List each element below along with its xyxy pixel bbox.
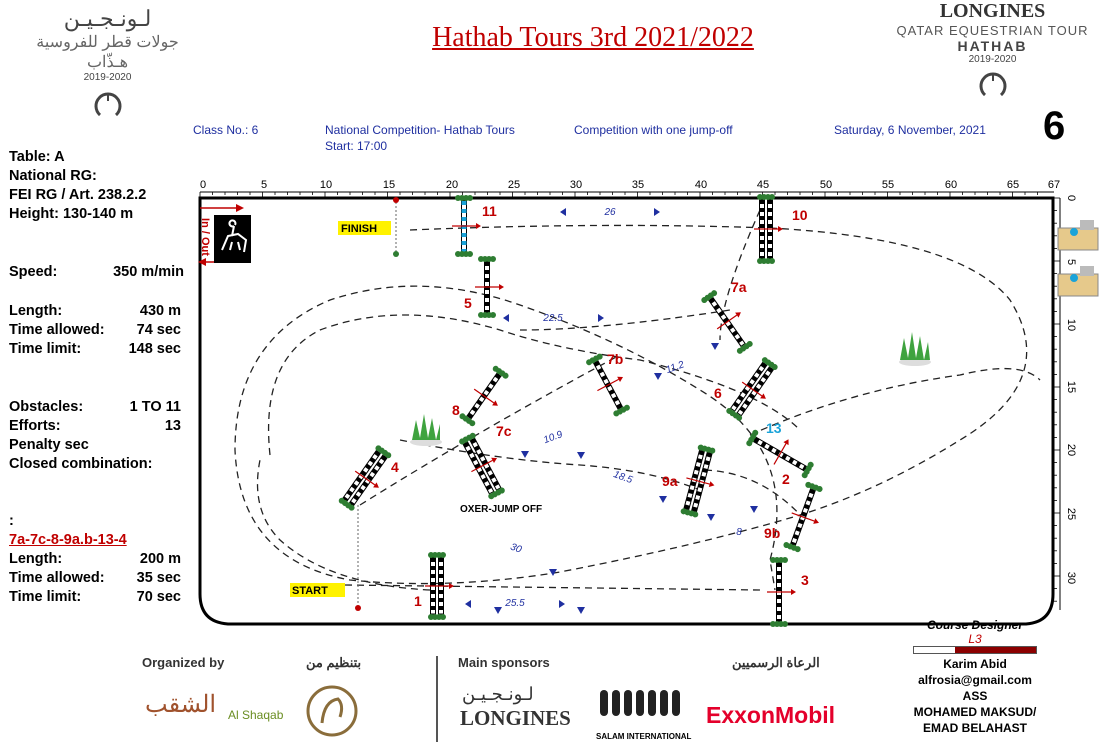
obstacle-label-4: 4 [391, 459, 399, 475]
pole-stripe [431, 598, 436, 602]
designer-title: Course Designer [926, 618, 1024, 632]
main-sponsors-label: Main sponsors [458, 655, 550, 670]
fence-2 [780, 480, 831, 556]
x-tick-label: 5 [260, 179, 268, 191]
y-tick-label: 5 [1065, 258, 1077, 266]
course-direction-marker [577, 607, 585, 614]
arrow-head [476, 223, 481, 229]
pole-stripe [768, 208, 773, 212]
designer-level-bar [913, 646, 1037, 654]
x-tick-label: 15 [382, 179, 396, 191]
y-tick-label: 20 [1065, 443, 1077, 457]
y-tick-label: 15 [1065, 380, 1077, 394]
distance-label: 8 [736, 527, 742, 538]
pole-stripe [777, 571, 782, 575]
arrow-head [791, 589, 796, 595]
x-tick-label: 50 [819, 179, 833, 191]
arrow-head [492, 400, 500, 408]
pole-stripe [485, 262, 490, 266]
distance-arrow-right [559, 600, 565, 608]
pole-stripe [777, 595, 782, 599]
x-tick-label: 35 [631, 179, 645, 191]
obstacle-label-9b: 9b [764, 525, 781, 541]
jo-time-allowed-value: 35 sec [136, 570, 181, 586]
distance-arrow-right [654, 208, 660, 216]
distance-arrows [465, 207, 758, 614]
competition-date: Saturday, 6 November, 2021 [834, 123, 986, 137]
pole-stripe [768, 200, 773, 204]
closed-combination: Closed combination: [9, 456, 153, 472]
pole-stripe [760, 216, 765, 220]
obstacle-label-13: 13 [766, 420, 782, 436]
height-info: Height: 130-140 m [9, 206, 134, 222]
pole-stripe [777, 611, 782, 615]
arrow-head [813, 518, 820, 525]
arrow-head [373, 482, 381, 490]
distance-arrow-left [503, 314, 509, 322]
organized-by-label: Organized by [142, 655, 225, 670]
logo-en-line3: HATHAB [957, 38, 1028, 54]
colon-label: : [9, 513, 14, 529]
pole-stripe [768, 216, 773, 220]
arrow-head [709, 481, 715, 488]
wing-bush [782, 621, 788, 627]
pole-stripe [777, 579, 782, 583]
logo-en-line1: LONGINES [939, 0, 1046, 22]
fences [335, 194, 831, 627]
pole-stripe [768, 232, 773, 236]
jumpoff-sequence: 7a-7c-8-9a.b-13-4 [9, 532, 127, 548]
distance-label: 26 [604, 207, 616, 218]
oxer-jump-off-note: OXER-JUMP OFF [460, 504, 543, 515]
in-out-label: In / Out [199, 218, 211, 256]
course-direction-marker [577, 452, 585, 459]
x-tick-label: 60 [944, 179, 958, 191]
pole-stripe [431, 558, 436, 562]
obstacle-label-7c: 7c [496, 423, 512, 439]
x-tick-label: 25 [507, 179, 521, 191]
finish-flag [393, 251, 399, 257]
fence-11 [452, 195, 481, 257]
time-allowed-label: Time allowed: [9, 322, 105, 338]
start-time: Start: 17:00 [325, 139, 388, 153]
fence-7a [698, 284, 761, 356]
arrow-head [449, 583, 454, 589]
jo-time-allowed-label: Time allowed: [9, 570, 105, 586]
distance-arrow-left [465, 600, 471, 608]
wing-bush [769, 194, 775, 200]
fence-4 [335, 442, 399, 516]
national-rg: National RG: [9, 168, 97, 184]
pole-stripe [485, 302, 490, 306]
longines-ar-footer: لـونـجـيـن [462, 684, 534, 704]
y-tick-label: 30 [1065, 571, 1077, 585]
pole-stripe [485, 294, 490, 298]
pole-stripe [439, 598, 444, 602]
pole-stripe [777, 563, 782, 567]
jo-time-limit-value: 70 sec [136, 589, 181, 605]
pole-stripe [462, 209, 467, 213]
fence-direction-arrow [686, 478, 709, 484]
course-direction-marker [711, 343, 719, 350]
assistant-name-1: MOHAMED MAKSUD/ [913, 705, 1037, 719]
fence-5 [475, 256, 504, 318]
course-direction-marker [750, 506, 758, 513]
course-direction-marker [494, 607, 502, 614]
distance-label: 10.9 [542, 429, 565, 447]
assistant-label: ASS [962, 689, 988, 703]
x-tick-label: 67 [1047, 179, 1061, 191]
pole-stripe [760, 248, 765, 252]
x-tick-label: 10 [319, 179, 333, 191]
al-shaqab-ar-logo: الشقب [145, 690, 217, 718]
fence-9a [677, 443, 724, 520]
x-tick-label: 0 [199, 179, 207, 191]
logo-ar-line2: جولات قطر للفروسية [36, 34, 179, 51]
fence-10 [754, 194, 783, 264]
pole-stripe [431, 606, 436, 610]
start-label: START [292, 585, 328, 597]
time-allowed-value: 74 sec [136, 322, 181, 338]
pole-stripe [431, 590, 436, 594]
organized-by-ar: بتنظيم من [306, 655, 362, 670]
course-designer-block [905, 618, 1045, 736]
pole-stripe [768, 240, 773, 244]
y-tick-label: 25 [1065, 507, 1077, 521]
arrow-head [778, 226, 783, 232]
pole-stripe [768, 224, 773, 228]
distance-label: 11.2 [664, 359, 686, 377]
fei-rg: FEI RG / Art. 238.2.2 [9, 187, 147, 203]
designer-name: Karim Abid [943, 657, 1007, 671]
obstacle-label-3: 3 [801, 572, 809, 588]
arrow-head [783, 438, 791, 445]
logo-ar-line3: هـذّاب [86, 54, 129, 71]
efforts-label: Efforts: [9, 418, 61, 434]
distance-label: 18.5 [611, 469, 634, 487]
jo-length-value: 200 m [139, 551, 181, 567]
pole-stripe [462, 201, 467, 205]
x-tick-label: 55 [881, 179, 895, 191]
x-tick-label: 45 [756, 179, 770, 191]
assistant-name-2: EMAD BELAHAST [923, 721, 1027, 735]
pole-stripe [431, 574, 436, 578]
x-tick-label: 65 [1006, 179, 1020, 191]
wing-bush [440, 614, 446, 620]
logo-ar-line1: لـونـجـيـن [63, 6, 152, 31]
fence-8 [456, 363, 516, 432]
distance-label: 25.5 [505, 598, 525, 609]
x-tick-label: 20 [445, 179, 459, 191]
obstacle-label-8: 8 [452, 402, 460, 418]
salam-logo-icon [598, 686, 686, 720]
length-label: Length: [9, 303, 63, 319]
pole-stripe [760, 208, 765, 212]
pole-stripe [760, 232, 765, 236]
pole-stripe [768, 248, 773, 252]
longines-footer-logo: LONGINES [460, 706, 571, 730]
wing-bush [490, 256, 496, 262]
pole-stripe [777, 587, 782, 591]
finish-flag [393, 197, 399, 203]
pole-stripe [431, 566, 436, 570]
course-path [235, 210, 1040, 590]
x-tick-label: 30 [569, 179, 583, 191]
obstacle-label-7b: 7b [607, 351, 624, 367]
pole-stripe [439, 606, 444, 610]
jo-length-label: Length: [9, 551, 63, 567]
obstacle-label-9a: 9a [662, 473, 678, 489]
wing-bush [769, 258, 775, 264]
obstacle-label-1: 1 [414, 593, 422, 609]
page-title: Hathab Tours 3rd 2021/2022 [432, 22, 754, 53]
distance-arrow-left [560, 208, 566, 216]
fence-7c [455, 428, 513, 502]
obstacle-label-7a: 7a [731, 279, 747, 295]
y-tick-label: 0 [1065, 194, 1077, 202]
obstacle-label-2: 2 [782, 471, 790, 487]
salam-label: SALAM INTERNATIONAL [596, 732, 692, 741]
course-direction-marker [654, 373, 662, 380]
table-label: Table: A [9, 149, 65, 165]
wing-bush [440, 552, 446, 558]
competition-type: Competition with one jump-off [574, 123, 733, 137]
designer-level: L3 [968, 632, 982, 646]
speed-value: 350 m/min [113, 264, 184, 280]
footer-divider [436, 656, 438, 742]
efforts-value: 13 [164, 418, 181, 434]
pole-stripe [485, 278, 490, 282]
pole-stripe [462, 233, 467, 237]
sponsors-ar: الرعاة الرسميين [732, 655, 820, 670]
pole-stripe [777, 603, 782, 607]
class-no: Class No.: 6 [193, 123, 259, 137]
exxonmobil-logo: ExxonMobil [706, 702, 836, 728]
pole-stripe [439, 574, 444, 578]
wing-bush [467, 195, 473, 201]
pole-stripe [760, 224, 765, 228]
logo-en-years: 2019-2020 [968, 54, 1017, 65]
length-value: 430 m [139, 303, 181, 319]
pole-stripe [485, 270, 490, 274]
fence-6 [723, 354, 786, 426]
finish-label: FINISH [341, 223, 378, 235]
wing-bush [467, 251, 473, 257]
penalty-label: Penalty sec [9, 437, 89, 453]
time-limit-label: Time limit: [9, 341, 82, 357]
distance-label: 30 [508, 541, 523, 556]
competition-name: National Competition- Hathab Tours [325, 123, 515, 137]
obstacles-label: Obstacles: [9, 399, 84, 415]
arrow-head [760, 393, 768, 401]
fence-1 [425, 552, 454, 620]
pole-stripe [462, 217, 467, 221]
logo-en-line2: QATAR EQUESTRIAN TOUR [896, 23, 1089, 38]
arrow-head [617, 374, 624, 382]
start-flag [355, 605, 361, 611]
course-direction-marker [659, 496, 667, 503]
pole-stripe [462, 241, 467, 245]
course-direction-marker [707, 514, 715, 521]
x-tick-label: 40 [694, 179, 708, 191]
obstacles-value: 1 TO 11 [129, 399, 181, 415]
qatar-equestrian-federation-logo [302, 683, 362, 741]
al-shaqab-logo: Al Shaqab [228, 708, 284, 722]
pole-stripe [439, 558, 444, 562]
grass-icon [899, 332, 931, 366]
speed-label: Speed: [9, 264, 58, 280]
pole-stripe [760, 240, 765, 244]
pole-stripe [439, 590, 444, 594]
arena-border [200, 198, 1053, 624]
designer-email: alfrosia@gmail.com [918, 673, 1032, 687]
jo-time-limit-label: Time limit: [9, 589, 82, 605]
pole-stripe [760, 200, 765, 204]
time-limit-value: 148 sec [128, 341, 181, 357]
logo-ar-years: 2019-2020 [83, 72, 132, 83]
ruler [200, 179, 1077, 610]
obstacle-label-5: 5 [464, 295, 472, 311]
class-number-big: 6 [1043, 104, 1066, 148]
arrow-head [735, 310, 743, 318]
y-tick-label: 10 [1065, 318, 1077, 332]
grass-icon [410, 414, 442, 446]
course-direction-marker [521, 451, 529, 458]
obstacle-label-11: 11 [482, 203, 497, 219]
wing-bush [490, 312, 496, 318]
obstacle-label-10: 10 [792, 207, 808, 223]
distance-arrow-right [598, 314, 604, 322]
judges-box-icon [1058, 220, 1098, 296]
arrow-head [499, 284, 504, 290]
pole-stripe [439, 566, 444, 570]
obstacle-label-6: 6 [714, 385, 722, 401]
distance-label: 22.5 [543, 313, 563, 324]
wing-bush [782, 557, 788, 563]
